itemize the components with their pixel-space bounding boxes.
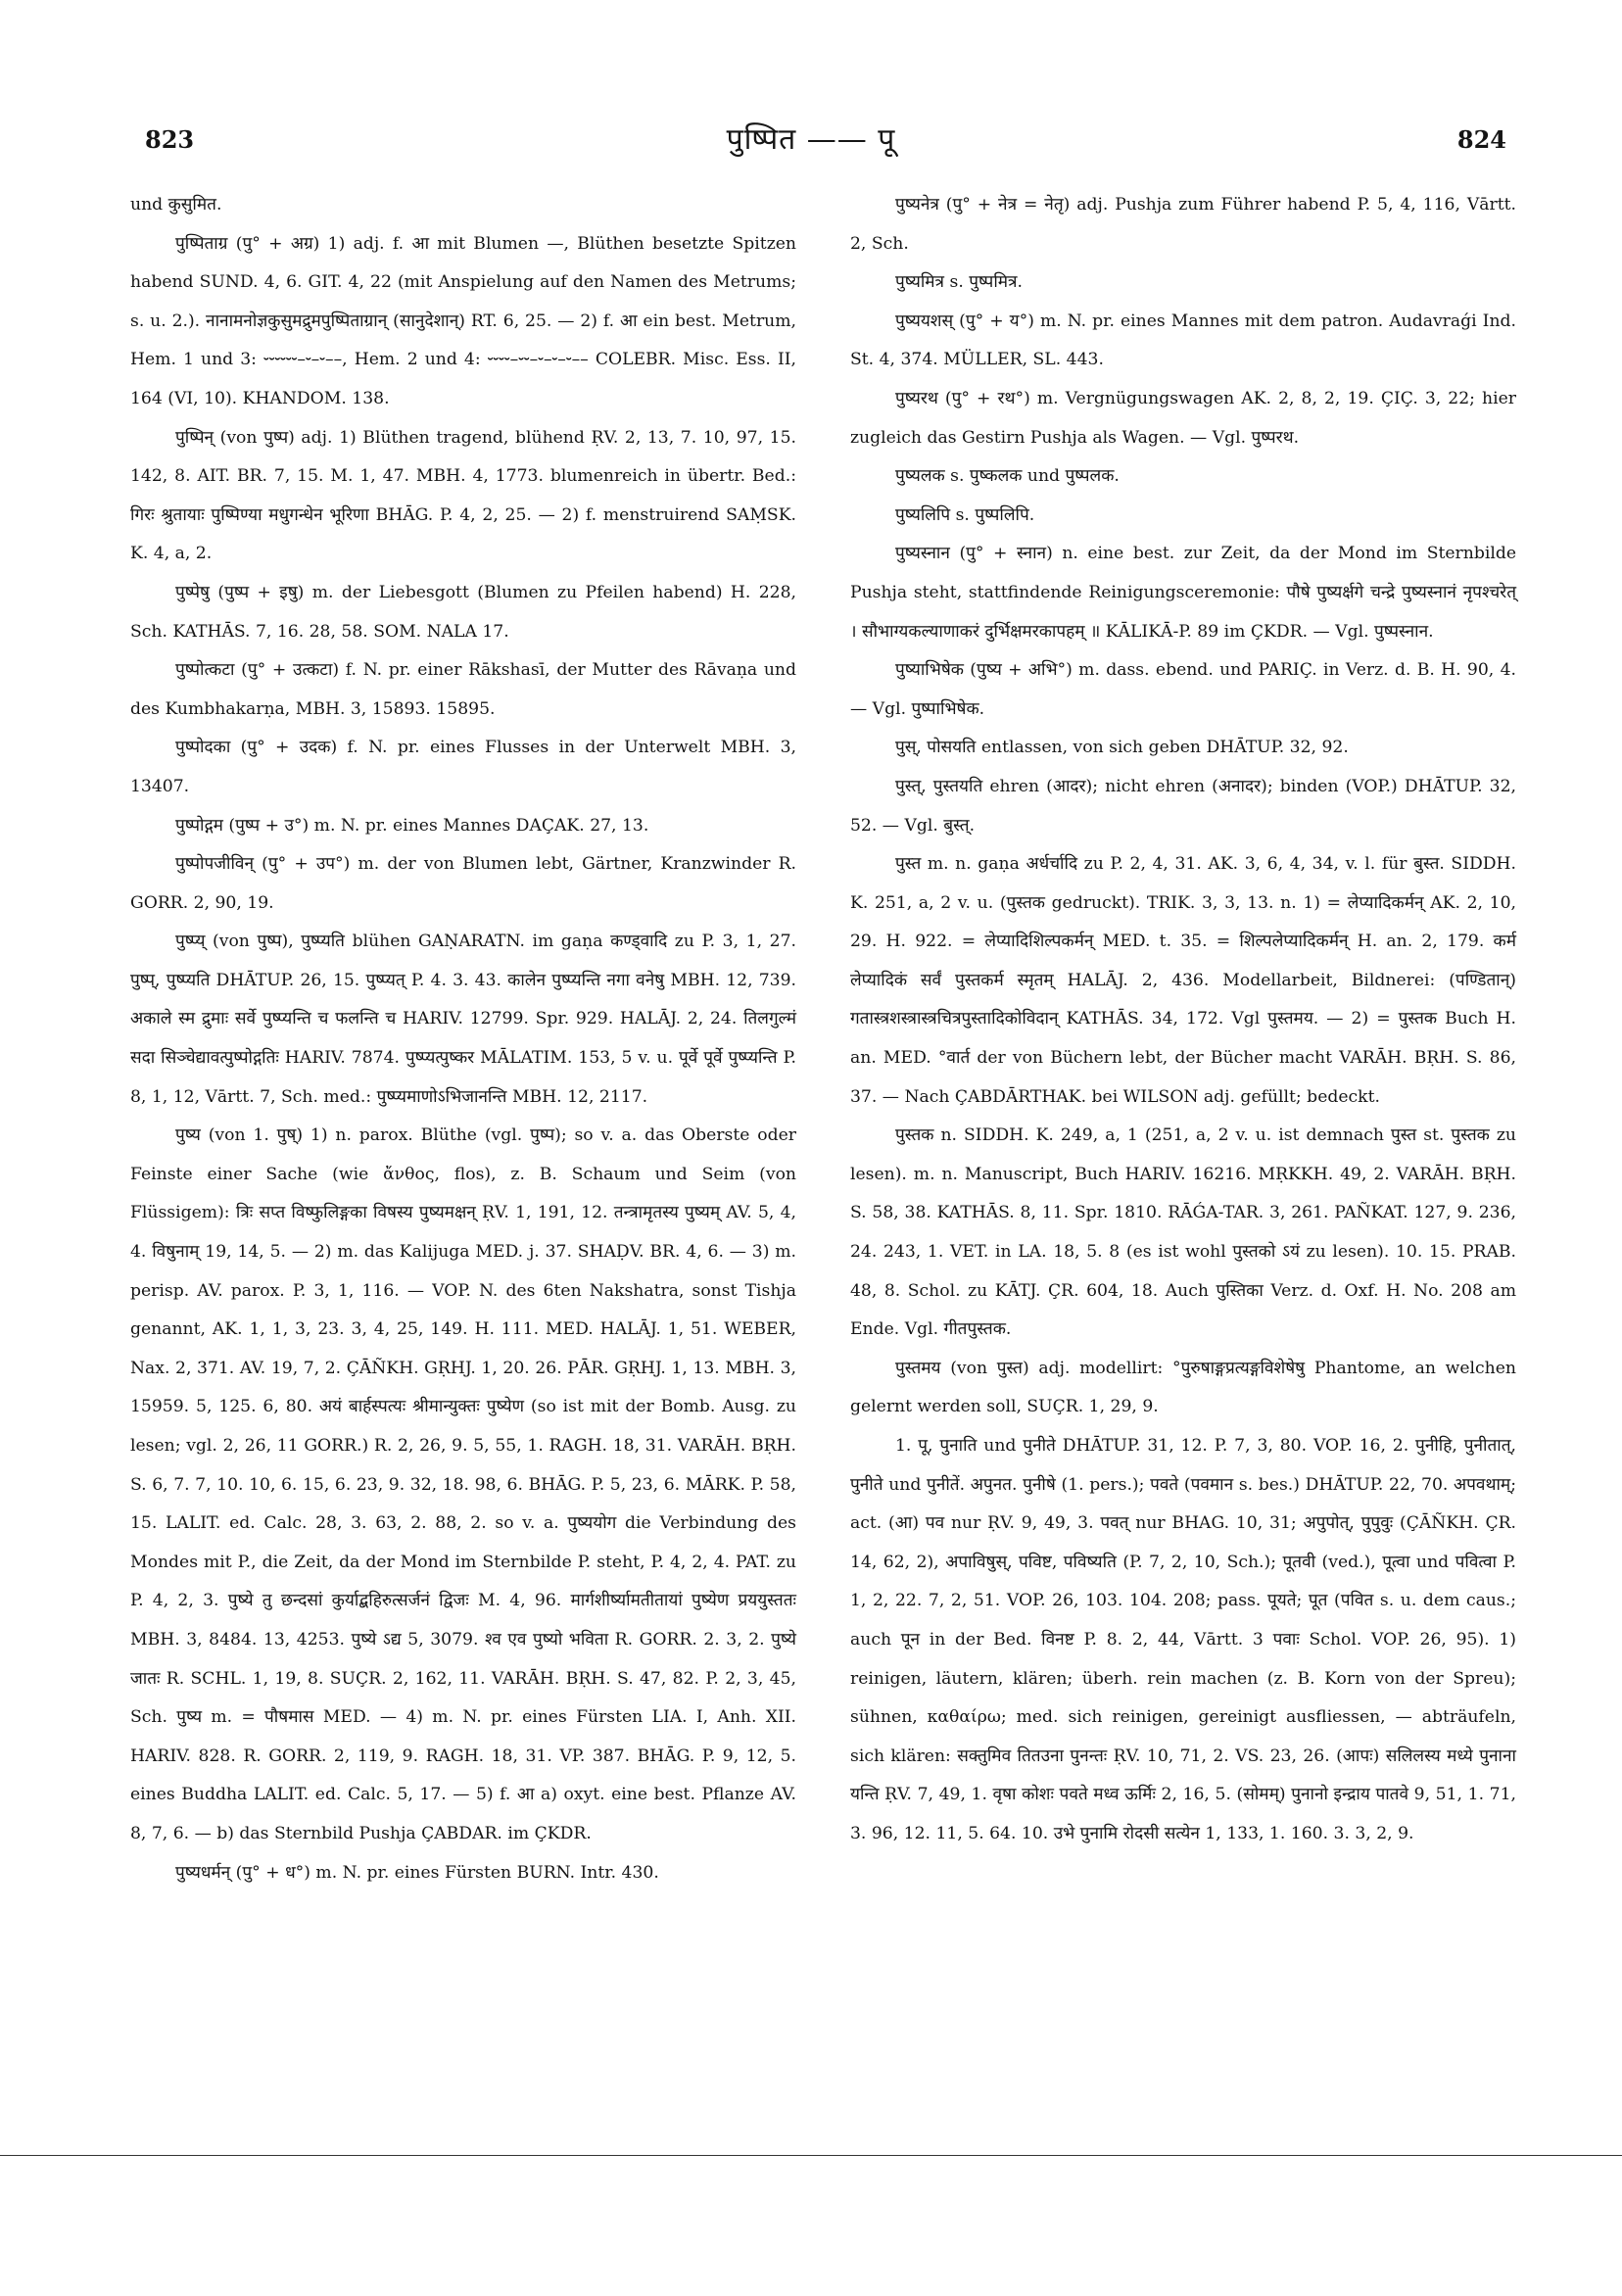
dictionary-entry: पुष्पोद्गम (पुष्प + उ°) m. N. pr. eines Mannes DAÇAK. 27, 13. [175,815,649,836]
dictionary-entry: पुष्य (von 1. पुष्) 1) n. parox. Blüthe (vgl. पुष्प); so v. a. das Oberste oder Feinste einer Sache (wie ἄνθος, flos), z. B. Schaum und Seim (von Flüssigem): त्रिः सप्त विष्फुलिङ्गका विषस्य पुष्यमक्षन् ṚV. 1, 191, 12. तन्त्रामृतस्य पुष्यम् AV. 5, 4, 4. विषुनाम् 19, 14, 5. — 2) m. das Kalijuga MED. j. 37. SHAḌV. BR. 4, 6. — 3) m. perisp. AV. parox. P. 3, 1, 116. — VOP. N. des 6ten Nakshatra, sonst Tishja genannt, AK. 1, 1, 3, 23. 3, 4, 25, 149. H. 111. MED. HALĀJ. 1, 51. WEBER, Nax. 2, 371. AV. 19, 7, 2. ÇĀÑKH. GṚHJ. 1, 20. 26. PĀR. GṚHJ. 1, 13. MBH. 3, 15959. 5, 125. 6, 80. अयं बार्हस्पत्यः श्रीमान्युक्तः पुष्येण (so ist mit der Bomb. Ausg. zu lesen; vgl. 2, 26, 11 GORR.) R. 2, 26, 9. 5, 55, 1. RAGH. 18, 31. VARĀH. BṚH. S. 6, 7. 7, 10. 10, 6. 15, 6. 23, 9. 32, 18. 98, 6. BHĀG. P. 5, 23, 6. MĀRK. P. 58, 15. LALIT. ed. Calc. 28, 3. 63, 2. 88, 2. so v. a. पुष्ययोग die Verbindung des Mondes mit P., die Zeit, da der Mond im Sternbilde P. steht, P. 4, 2, 4. PAT. zu P. 4, 2, 3. पुष्ये तु छन्दसां कुर्याद्बहिरुत्सर्जनं द्विजः M. 4, 96. मार्गशीर्ष्यामतीतायां पुष्येण प्रययुस्ततः MBH. 3, 8484. 13, 4253. पुष्ये ऽद्य 5, 3079. श्व एव पुष्यो भविता R. GORR. 2. 3, 2. पुष्ये जातः R. SCHL. 1, 19, 8. SUÇR. 2, 162, 11. VARĀH. BṚH. S. 47, 82. P. 2, 3, 45, Sch. पुष्य m. = पौषमास MED. — 4) m. N. pr. eines Fürsten LIA. I, Anh. XII. HARIV. 828. R. GORR. 2, 119, 9. RAGH. 18, 31. VP. 387. BHĀG. P. 9, 12, 5. eines Buddha LALIT. ed. Calc. 5, 17. — 5) f. आ a) oxyt. eine best. Pflanze AV. 8, 7, 6. — b) das Sternbild Pushja ÇABDAR. im ÇKDR. [130,1125,796,1843]
bottom-rule [0,2155,1622,2156]
dictionary-entry: पुस्तक n. SIDDH. K. 249, a, 1 (251, a, 2 v. u. ist demnach पुस्त st. पुस्तक zu lesen). m. n. Manuscript, Buch HARIV. 16216. MṚKKH. 49, 2. VARĀH. BṚH. S. 58, 38. KATHĀS. 8, 11. Spr. 1810. RĀǴA-TAR. 3, 261. PAÑKAT. 127, 9. 236, 24. 243, 1. VET. in LA. 18, 5. 8 (es ist wohl पुस्तको ऽयं zu lesen). 10. 15. PRAB. 48, 8. Schol. zu KĀTJ. ÇR. 604, 18. Auch पुस्तिका Verz. d. Oxf. H. No. 208 am Ende. Vgl. गीतपुस्तक. [850,1125,1516,1340]
running-header [116,116,1506,174]
dictionary-entry: पुष्पिताग्र (पु° + अग्र) 1) adj. f. आ mit Blumen —, Blüthen besetzte Spitzen habend SUND. 4, 6. GIT. 4, 22 (mit Anspielung auf den Namen des Metrums; s. u. 2.). नानामनोज्ञकुसुमद्रुमपुष्पिताग्रान् (सानुदेशान्) RT. 6, 25. — 2) f. आ ein best. Metrum, Hem. 1 und 3: ⏑⏑⏑⏑⏑⏑–⏑–⏑––, Hem. 2 und 4: ⏑⏑⏑⏑–⏑⏑–⏑–⏑–⏑–– COLEBR. Misc. Ess. II, 164 (VI, 10). KHANDOM. 138. [130,233,796,408]
left-page-number: 823 [145,125,195,154]
dictionary-entry: पुस्त्, पुस्तयति ehren (आदर); nicht ehren (अनादर); binden (VOP.) DHĀTUP. 32, 52. — Vgl. बुस्त्. [850,776,1516,836]
dictionary-entry: पुष्यधर्मन् (पु° + ध°) m. N. pr. eines Fürsten BURN. Intr. 430. [175,1862,659,1883]
dictionary-entry: पुष्पिन् (von पुष्प) adj. 1) Blüthen tragend, blühend ṚV. 2, 13, 7. 10, 97, 15. 142, 8. AIT. BR. 7, 15. M. 1, 47. MBH. 4, 1773. blumenreich in übertr. Bed.: गिरः श्रुतायाः पुष्पिण्या मधुगन्धेन भूरिणा BHĀG. P. 4, 2, 25. — 2) f. menstruirend SAṂSK. K. 4, a, 2. [130,427,796,564]
dictionary-entry: und कुसुमित. [130,195,222,215]
dictionary-entry: पुष्यनेत्र (पु° + नेत्र = नेतृ) adj. Pushja zum Führer habend P. 5, 4, 116, Vārtt. 2, Sch. [850,195,1516,254]
dictionary-entry: 1. पू, पुनाति und पुनीते DHĀTUP. 31, 12. P. 7, 3, 80. VOP. 16, 2. पुनीहि, पुनीतात्, पुनीते und पुनीतें. अपुनत. पुनीषे (1. pers.); पवते (पवमान s. bes.) DHĀTUP. 22, 70. अपवथाम्; act. (आ) पव nur ṚV. 9, 49, 3. पवत् nur BHAG. 10, 31; अपुपोत्, पुपुवुः (ÇĀÑKH. ÇR. 14, 62, 2), अपाविषुस्, पविष्ट, पविष्यति (P. 7, 2, 10, Sch.); पूतवी (ved.), पूत्वा und पवित्वा P. 1, 2, 22. 7, 2, 51. VOP. 26, 103. 104. 208; pass. पूयते; पूत (पवित s. u. dem caus.; auch पून in der Bed. विनष्ट P. 8. 2, 44, Vārtt. 3 पवाः Schol. VOP. 26, 95). 1) reinigen, läutern, klären; überh. rein machen (z. B. Korn von der Spreu); sühnen, καθαίρω; med. sich reinigen, gereinigt ausfliessen, — abträufeln, sich klären: सक्तुमिव तितउना पुनन्तः ṚV. 10, 71, 2. VS. 23, 26. (आपः) सलिलस्य मध्ये पुनाना यन्ति ṚV. 7, 49, 1. वृषा कोशः पवते मध्व ऊर्मिः 2, 16, 5. (सोमम्) पुनानो इन्द्राय पातवे 9, 51, 1. 71, 3. 96, 12. 11, 5. 64. 10. उभे पुनामि रोदसी सत्येन 1, 133, 1. 160. 3. 3, 2, 9. [850,1436,1516,1843]
dictionary-entry: पुष्पोत्कटा (पु° + उत्कटा) f. N. pr. einer Rākshasī, der Mutter des Rāvaṇa und des Kumbhakarṇa, MBH. 3, 15893. 15895. [130,660,796,719]
dictionary-entry: पुष्पोपजीविन् (पु° + उप°) m. der von Blumen lebt, Gärtner, Kranzwinder R. GORR. 2, 90, 19. [130,854,796,913]
dictionary-entry: पुष्यलक s. पुष्कलक und पुष्पलक. [895,466,1120,487]
right-column [850,186,1516,1854]
dictionary-entry: पुस्त m. n. gaṇa अर्धर्चादि zu P. 2, 4, 31. AK. 3, 6, 4, 34, v. l. für बुस्त. SIDDH. K. 251, a, 2 v. u. (पुस्तक gedruckt). TRIK. 3, 3, 13. n. 1) = लेप्यादिकर्मन् AK. 2, 10, 29. H. 922. = लेप्यादिशिल्पकर्मन् MED. t. 35. = शिल्पलेप्यादिकर्मन् H. an. 2, 179. कर्म लेप्यादिकं सर्वं पुस्तकर्म स्मृतम् HALĀJ. 2, 436. Modellarbeit, Bildnerei: (पण्डितान्) गतास्त्रशस्त्रास्त्रचित्रपुस्तादिकोविदान् KATHĀS. 34, 172. Vgl पुस्तमय. — 2) = पुस्तक Buch H. an. MED. °वार्त der von Büchern lebt, der Bücher macht VARĀH. BṚH. S. 86, 37. — Nach ÇABDĀRTHAK. bei WILSON adj. gefüllt; bedeckt. [850,854,1516,1107]
right-page-number: 824 [1456,125,1506,154]
running-title: पुष्पित —— पू [726,122,896,157]
dictionary-entry: पुस्, पोसयति entlassen, von sich geben DHĀTUP. 32, 92. [895,738,1349,758]
dictionary-entry: पुष्प्य् (von पुष्प), पुष्प्यति blühen GAṆARATN. im gaṇa कण्ड्वादि zu P. 3, 1, 27. पुष्प्, पुष्प्यति DHĀTUP. 26, 15. पुष्प्यत् P. 4. 3. 43. कालेन पुष्प्यन्ति नगा वनेषु MBH. 12, 739. अकाले स्म द्रुमाः सर्वे पुष्प्यन्ति च फलन्ति च HARIV. 12799. Spr. 929. HALĀJ. 2, 24. तिलगुल्मं सदा सिञ्चेद्यावत्पुष्पोद्गतिः HARIV. 7874. पुष्प्यत्पुष्कर MĀLATIM. 153, 5 v. u. पूर्वे पूर्वे पुष्प्यन्ति P. 8, 1, 12, Vārtt. 7, Sch. med.: पुष्प्यमाणोऽभिजानन्ति MBH. 12, 2117. [130,932,796,1107]
dictionary-entry: पुष्ययशस् (पु° + य°) m. N. pr. eines Mannes mit dem patron. Audavraǵi Ind. St. 4, 374. MÜLLER, SL. 443. [850,311,1516,370]
dictionary-entry: पुष्पेषु (पुष्प + इषु) m. der Liebesgott (Blumen zu Pfeilen habend) H. 228, Sch. KATHĀS. 7, 16. 28, 58. SOM. NALA 17. [130,582,796,642]
dictionary-entry: पुस्तमय (von पुस्त) adj. modellirt: °पुरुषाङ्गप्रत्यङ्गविशेषेषु Phantome, an welchen gelernt werden soll, SUÇR. 1, 29, 9. [850,1358,1516,1417]
dictionary-entry: पुष्याभिषेक (पुष्य + अभि°) m. dass. ebend. und PARIÇ. in Verz. d. B. H. 90, 4. — Vgl. पुष्पाभिषेक. [850,660,1516,719]
dictionary-entry: पुष्यमित्र s. पुष्पमित्र. [895,272,1024,293]
left-column [130,186,796,1892]
dictionary-entry: पुष्यस्नान (पु° + स्नान) n. eine best. zur Zeit, da der Mond im Sternbilde Pushja steht, stattfindende Reinigungsceremonie: पौषे पुष्यर्क्षगे चन्द्रे पुष्यस्नानं नृपश्चरेत् । सौभाग्यकल्याणाकरं दुर्भिक्षमरकापहम् ॥ KĀLIKĀ-P. 89 im ÇKDR. — Vgl. पुष्पस्नान. [850,544,1516,642]
dictionary-entry: पुष्यलिपि s. पुष्पलिपि. [895,504,1035,525]
dictionary-entry: पुष्यरथ (पु° + रथ°) m. Vergnügungswagen AK. 2, 8, 2, 19. ÇIÇ. 3, 22; hier zugleich das Gestirn Pushja als Wagen. — Vgl. पुष्परथ. [850,388,1516,448]
dictionary-entry: पुष्पोदका (पु° + उदक) f. N. pr. eines Flusses in der Unterwelt MBH. 3, 13407. [130,738,796,796]
